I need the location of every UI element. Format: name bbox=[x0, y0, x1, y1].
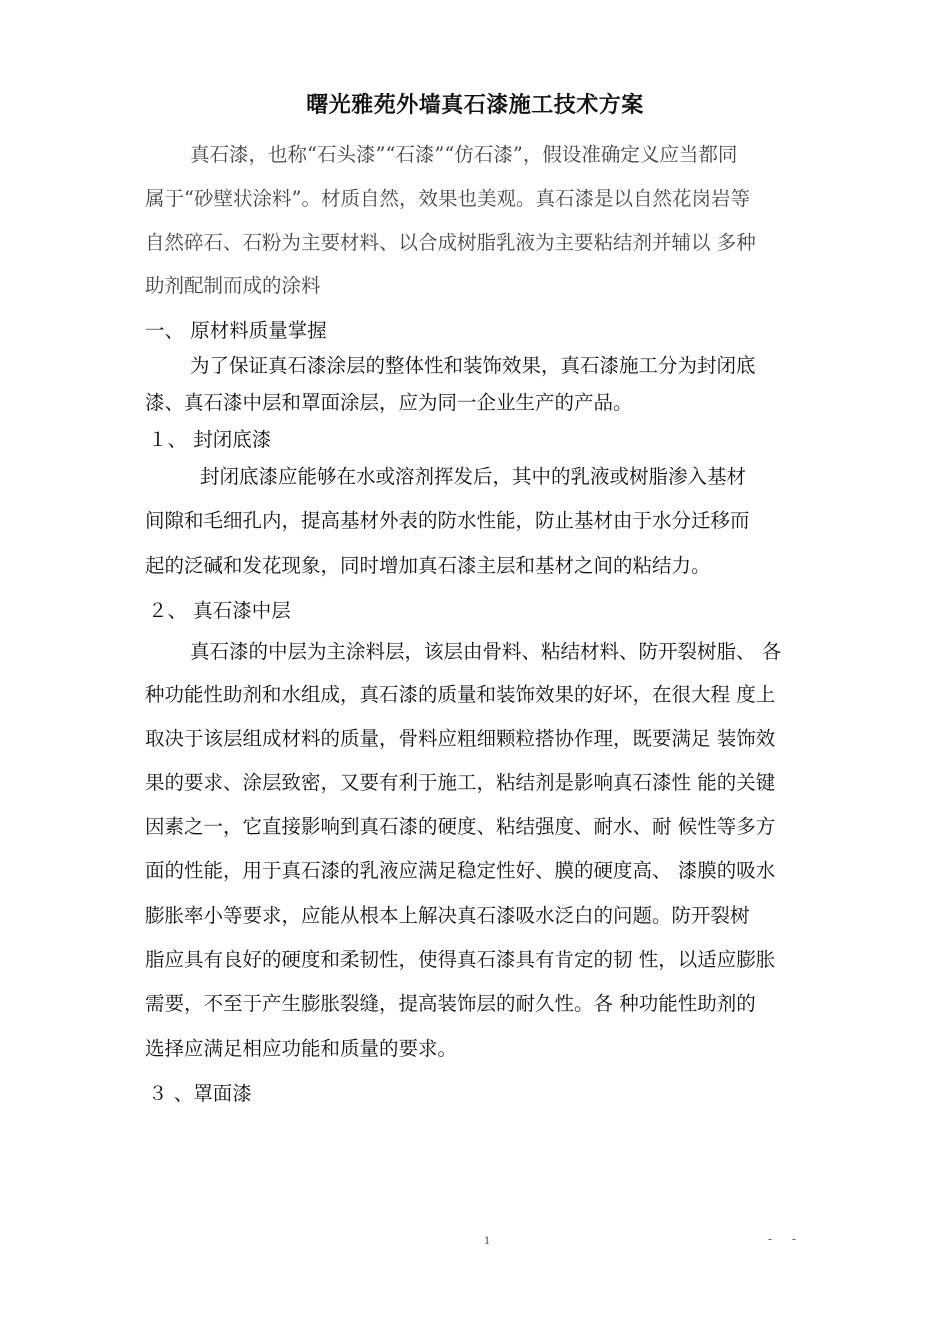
section-1-heading: 一、 原材料质量掌握 bbox=[145, 319, 327, 342]
item-3-heading: ３ 、罩面漆 bbox=[148, 1082, 252, 1105]
intro-line: 真石漆，也称“石头漆”“石漆”“仿石漆”，假设准确定义应当都同 bbox=[190, 143, 738, 166]
item-2-paragraph-line: 脂应具有良好的硬度和柔韧性，使得真石漆具有肯定的韧 性，以适应膨胀 bbox=[145, 948, 776, 971]
footer-dashes: - - bbox=[768, 1232, 804, 1246]
item-2-paragraph-line: 取决于该层组成材料的质量，骨料应粗细颗粒搭协作理，既要满足 装饰效 bbox=[145, 727, 776, 750]
item-1-heading: １、 封闭底漆 bbox=[148, 428, 272, 451]
item-1-paragraph-line: 封闭底漆应能够在水或溶剂挥发后，其中的乳液或树脂渗入基材 bbox=[200, 465, 747, 488]
item-2-paragraph-line: 选择应满足相应功能和质量的要求。 bbox=[145, 1037, 458, 1060]
item-1-paragraph-line: 间隙和毛细孔内，提高基材外表的防水性能，防止基材由于水分迁移而 bbox=[145, 509, 750, 532]
item-2-paragraph-line: 膨胀率小等要求，应能从根本上解决真石漆吸水泛白的问题。防开裂树 bbox=[145, 904, 750, 927]
item-2-heading: ２、 真石漆中层 bbox=[148, 599, 291, 622]
item-2-paragraph-line: 需要，不至于产生膨胀裂缝，提高装饰层的耐久性。各 种功能性助剂的 bbox=[145, 992, 756, 1015]
document-title: 曙光雅苑外墙真石漆施工技术方案 bbox=[306, 93, 644, 118]
item-2-paragraph-line: 真石漆的中层为主涂料层，该层由骨料、粘结材料、防开裂树脂、 各 bbox=[190, 640, 782, 663]
section-1-paragraph-line: 为了保证真石漆涂层的整体性和装饰效果，真石漆施工分为封闭底 bbox=[190, 354, 756, 377]
item-1-paragraph-line: 起的泛碱和发花现象，同时增加真石漆主层和基材之间的粘结力。 bbox=[145, 554, 711, 577]
item-2-paragraph-line: 种功能性助剂和水组成，真石漆的质量和装饰效果的好坏，在很大程 度上 bbox=[145, 683, 776, 706]
intro-line: 助剂配制而成的涂料 bbox=[145, 274, 321, 297]
item-2-paragraph-line: 因素之一，它直接影响到真石漆的硬度、粘结强度、耐水、耐 候性等多方 bbox=[145, 815, 776, 838]
section-1-paragraph-line: 漆、真石漆中层和罩面涂层，应为同一企业生产的产品。 bbox=[145, 391, 633, 414]
page-number: 1 bbox=[484, 1236, 491, 1247]
intro-line: 自然碎石、石粉为主要材料、以合成树脂乳液为主要粘结剂并辅以 多种 bbox=[145, 231, 756, 254]
item-2-paragraph-line: 面的性能，用于真石漆的乳液应满足稳定性好、膜的硬度高、 漆膜的吸水 bbox=[145, 859, 776, 882]
item-2-paragraph-line: 果的要求、涂层致密，又要有利于施工，粘结剂是影响真石漆性 能的关键 bbox=[145, 771, 776, 794]
intro-line: 属于“砂壁状涂料”。材质自然，效果也美观。真石漆是以自然花岗岩等 bbox=[145, 187, 750, 210]
